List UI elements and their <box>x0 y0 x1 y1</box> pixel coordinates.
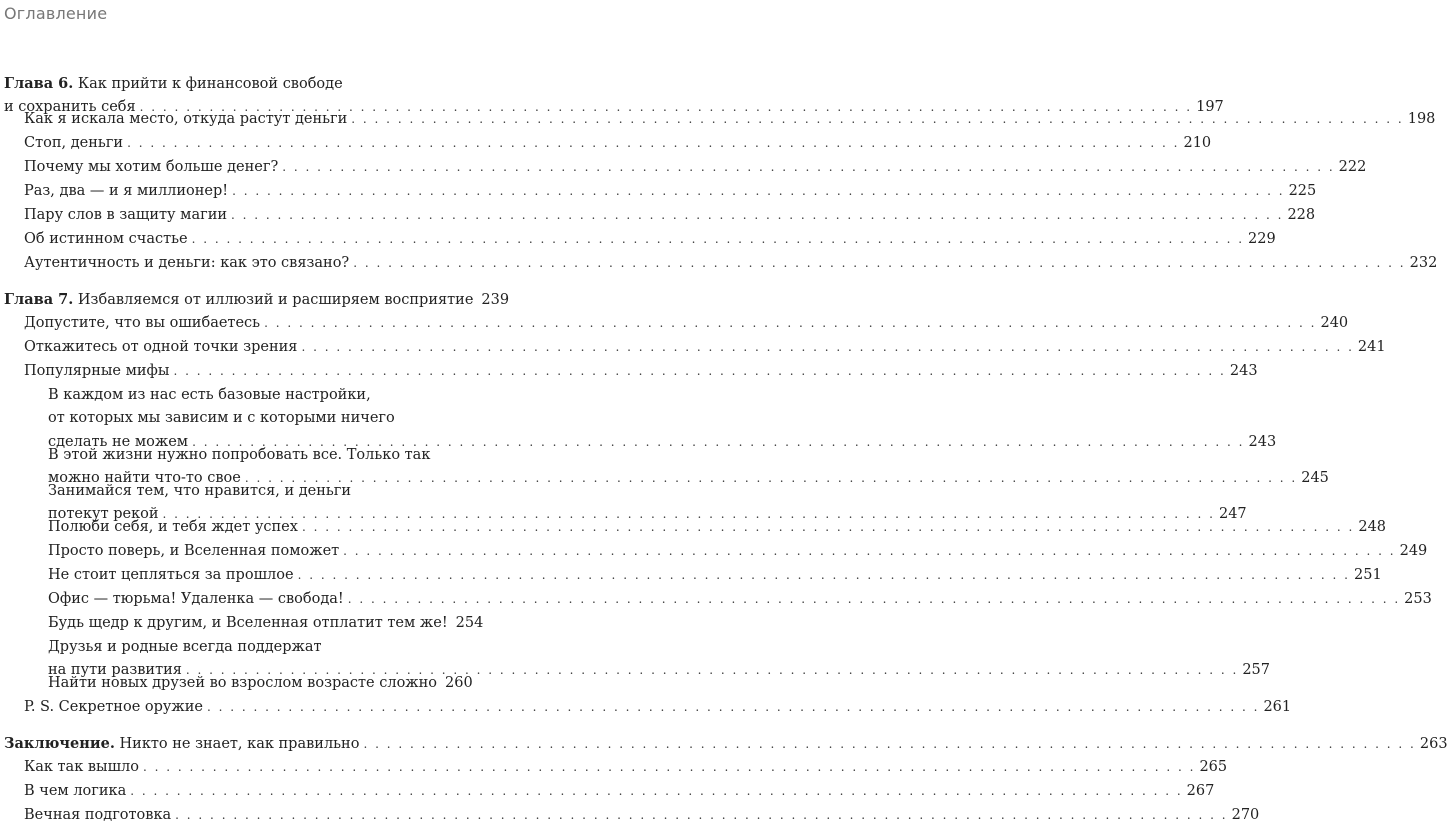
toc-entry-title: P. S. Секретное оружие <box>24 699 204 715</box>
toc-chapter-entry[interactable] <box>4 732 1448 756</box>
chapter-label: Глава 7. <box>4 291 74 308</box>
dot-leader <box>282 156 1334 179</box>
toc-entry-line <box>24 312 1349 335</box>
page-number: 253 <box>1404 591 1432 607</box>
page-number: 265 <box>1199 759 1228 775</box>
toc-entry-title: Заключение. Никто не знает, как правильно <box>4 735 360 752</box>
page-number: 260 <box>445 675 473 691</box>
toc-entry-title: Допустите, что вы ошибаетесь <box>24 315 261 331</box>
dot-leader <box>207 696 1259 719</box>
toc-entry[interactable] <box>48 516 1387 539</box>
toc-entry-title: Вечная подготовка <box>24 807 172 823</box>
toc-entry[interactable] <box>24 360 1258 383</box>
page-number: 229 <box>1248 231 1276 247</box>
dot-leader <box>363 733 1415 756</box>
toc-entry-line <box>24 360 1258 383</box>
page-number: 243 <box>1248 433 1277 450</box>
toc-entry-line <box>4 72 460 96</box>
toc-entry-line <box>24 132 1212 155</box>
dot-leader <box>143 756 1195 779</box>
toc-entry[interactable] <box>24 252 1438 275</box>
dot-leader <box>348 588 1400 611</box>
toc-entry-line <box>48 636 460 659</box>
toc-entry-title: Просто поверь, и Вселенная поможет <box>48 543 340 559</box>
toc-entry-line <box>48 480 460 503</box>
toc-entry-line <box>24 252 1438 275</box>
page-number: 241 <box>1357 339 1386 355</box>
toc-chapter-entry[interactable] <box>4 288 510 312</box>
toc-entry-title: Будь щедр к другим, и Вселенная отплатит тем же! <box>48 615 448 631</box>
toc-entry-line <box>24 228 1276 251</box>
toc-entry-line <box>24 780 1215 803</box>
page-number: 239 <box>481 292 510 308</box>
toc-entry-title: и сохранить себя <box>4 99 136 116</box>
page-number: 245 <box>1301 470 1329 487</box>
toc-entry-line <box>48 672 473 695</box>
toc-entry[interactable] <box>48 564 1382 587</box>
toc-entry-title: Занимайся тем, что нравится, и деньги <box>48 483 352 499</box>
dot-leader <box>173 360 1225 383</box>
page-number: 263 <box>1419 736 1448 752</box>
dot-leader <box>192 228 1244 251</box>
toc-entry[interactable] <box>24 180 1317 203</box>
toc-entry-title: Как так вышло <box>24 759 140 775</box>
toc-entry-title: Найти новых друзей во взрослом возрасте сложно <box>48 675 438 691</box>
dot-leader <box>301 336 1353 359</box>
chapter-label: Заключение. <box>4 735 115 752</box>
toc-entry-line <box>48 540 1428 563</box>
toc-entry-line <box>24 336 1386 359</box>
toc-entry[interactable] <box>48 588 1432 611</box>
toc-entry-title: В чем логика <box>24 783 127 799</box>
toc-entry-title: Как я искала место, откуда растут деньги <box>24 111 348 127</box>
toc-entry-title: Об истинном счастье <box>24 231 188 247</box>
toc-entry-line <box>24 204 1316 227</box>
toc-entry[interactable] <box>24 156 1367 179</box>
toc-entry-title: Популярные мифы <box>24 363 170 379</box>
page-number: 254 <box>455 615 484 631</box>
page-number: 243 <box>1229 363 1258 379</box>
toc-entry[interactable] <box>24 804 1260 827</box>
toc-entry[interactable] <box>48 672 473 695</box>
page-number: 247 <box>1218 506 1247 523</box>
toc-entry-title: Не стоит цепляться за прошлое <box>48 567 294 583</box>
toc-entry-line <box>24 156 1367 179</box>
toc-entry-title: В этой жизни нужно попробовать все. Только так <box>48 447 431 463</box>
toc-entry-title: сделать не можем <box>48 433 189 450</box>
toc-entry-line <box>24 696 1292 719</box>
toc-entry-title: Стоп, деньги <box>24 135 124 151</box>
toc-entry-title: Пару слов в защиту магии <box>24 207 228 223</box>
dot-leader <box>231 204 1283 227</box>
toc-entry-title: Офис — тюрьма! Удаленка — свобода! <box>48 591 344 607</box>
toc-entry[interactable] <box>24 780 1215 803</box>
toc-entry-title: В каждом из нас есть базовые настройки, <box>48 387 371 403</box>
dot-leader <box>343 540 1395 563</box>
toc-entry-title: Глава 7. Избавляемся от иллюзий и расширяем восприятие <box>4 291 474 308</box>
page-number: 222 <box>1338 159 1367 175</box>
toc-entry-line <box>24 108 1436 131</box>
toc-entry-line <box>24 180 1317 203</box>
toc-entry-line <box>48 384 460 407</box>
toc-entry-title: потекут рекой <box>48 506 159 523</box>
toc-entry-title: Откажитесь от одной точки зрения <box>24 339 298 355</box>
page-header: Оглавление <box>4 4 108 23</box>
toc-entry-title: Почему мы хотим больше денег? <box>24 159 279 175</box>
page-number: 228 <box>1287 207 1316 223</box>
toc-entry-line <box>4 288 510 312</box>
toc-entry[interactable] <box>24 696 1292 719</box>
page-number: 225 <box>1288 183 1317 199</box>
toc-entry-line <box>4 732 1448 756</box>
toc-entry[interactable] <box>24 756 1228 779</box>
toc-entry-title: Глава 6. Как прийти к финансовой свободе <box>4 75 343 92</box>
dot-leader <box>175 804 1227 827</box>
toc-entry-line <box>48 588 1432 611</box>
dot-leader <box>264 312 1316 335</box>
page-number: 261 <box>1263 699 1292 715</box>
toc-entry-line <box>24 756 1228 779</box>
dot-leader <box>302 516 1354 539</box>
page-number: 232 <box>1409 255 1438 271</box>
toc-entry-title: Полюби себя, и тебя ждет успех <box>48 519 298 535</box>
page-number: 240 <box>1320 315 1349 331</box>
toc-entry-line <box>48 407 460 430</box>
dot-leader <box>232 180 1284 203</box>
page-number: 197 <box>1196 99 1224 116</box>
page-number: 270 <box>1231 807 1260 823</box>
toc-entry[interactable] <box>24 336 1386 359</box>
toc-entry-line <box>48 516 1387 539</box>
page-number: 249 <box>1399 543 1428 559</box>
dot-leader <box>298 564 1350 587</box>
toc-entry-title: Аутентичность и деньги: как это связано? <box>24 255 350 271</box>
dot-leader <box>127 132 1179 155</box>
page-number: 267 <box>1186 783 1215 799</box>
dot-leader <box>351 108 1403 131</box>
toc-entry[interactable] <box>48 612 484 635</box>
chapter-label: Глава 6. <box>4 75 74 92</box>
toc-entry[interactable] <box>24 108 1436 131</box>
page-number: 210 <box>1183 135 1212 151</box>
toc-entry[interactable] <box>24 132 1212 155</box>
toc-entry-title: Друзья и родные всегда поддержат <box>48 639 322 655</box>
page-number: 251 <box>1354 567 1382 583</box>
dot-leader <box>130 780 1182 803</box>
toc-entry[interactable] <box>24 228 1276 251</box>
toc-entry-line <box>48 564 1382 587</box>
dot-leader <box>353 252 1405 275</box>
toc-entry-title: на пути развития <box>48 662 182 679</box>
toc-entry-title: от которых мы зависим и с которыми ничего <box>48 410 395 427</box>
page-number: 248 <box>1358 519 1387 535</box>
toc-entry-line <box>48 444 460 467</box>
toc-entry[interactable] <box>48 540 1428 563</box>
page-number: 257 <box>1242 662 1271 679</box>
toc-entry-title: можно найти что-то свое <box>48 470 241 487</box>
toc-entry-title: Раз, два — и я миллионер! <box>24 183 229 199</box>
page-number: 198 <box>1407 111 1436 127</box>
toc-entry[interactable] <box>24 312 1349 335</box>
toc-entry-line <box>24 804 1260 827</box>
toc-entry[interactable] <box>24 204 1316 227</box>
toc-entry-line <box>48 612 484 635</box>
